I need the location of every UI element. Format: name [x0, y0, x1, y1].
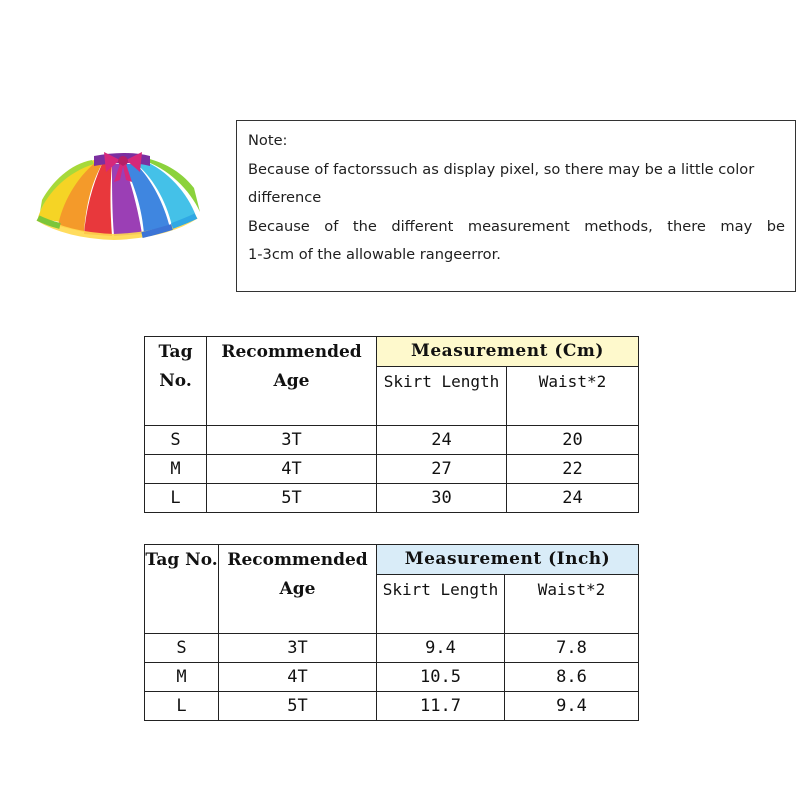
cell-age: 3T — [219, 634, 377, 663]
cell-age: 3T — [207, 426, 377, 455]
cell-waist: 7.8 — [505, 634, 639, 663]
note-measurement-methods: Because of the different measurement methods, there may be — [248, 217, 785, 235]
cell-age: 5T — [219, 692, 377, 721]
note-allowable-error: 1-3cm of the allowable rangeerror. — [248, 246, 501, 263]
header-waist: Waist*2 — [507, 367, 639, 426]
cell-tag: L — [145, 692, 219, 721]
cell-age: 4T — [207, 455, 377, 484]
cell-tag: L — [145, 484, 207, 513]
cell-waist: 9.4 — [505, 692, 639, 721]
cell-tag: S — [145, 634, 219, 663]
cell-skirt-length: 11.7 — [377, 692, 505, 721]
header-measurement-cm: Measurement (Cm) — [377, 337, 639, 367]
header-measurement-inch: Measurement (Inch) — [377, 545, 639, 575]
cell-age: 4T — [219, 663, 377, 692]
cell-tag: M — [145, 663, 219, 692]
table-row — [145, 455, 639, 484]
header-tag-no: Tag No. — [145, 337, 207, 426]
header-skirt-length: Skirt Length — [377, 575, 505, 634]
cell-tag: M — [145, 455, 207, 484]
table-row — [145, 692, 639, 721]
header-skirt-length: Skirt Length — [377, 367, 507, 426]
cell-waist: 20 — [507, 426, 639, 455]
size-table-cm — [144, 336, 639, 513]
table-row — [145, 634, 639, 663]
cell-skirt-length: 24 — [377, 426, 507, 455]
cell-skirt-length: 30 — [377, 484, 507, 513]
cell-waist: 8.6 — [505, 663, 639, 692]
header-recommended-age: Recommended Age — [207, 337, 377, 426]
note-title: Note: — [248, 132, 288, 149]
table-row — [145, 663, 639, 692]
table-row — [145, 426, 639, 455]
table-row — [145, 484, 639, 513]
cell-waist: 24 — [507, 484, 639, 513]
header-tag-no: Tag No. — [145, 545, 219, 634]
note-box — [236, 120, 796, 292]
cell-skirt-length: 27 — [377, 455, 507, 484]
cell-age: 5T — [207, 484, 377, 513]
size-table-inch — [144, 544, 639, 721]
header-recommended-age: Recommended Age — [219, 545, 377, 634]
cell-tag: S — [145, 426, 207, 455]
cell-skirt-length: 9.4 — [377, 634, 505, 663]
header-waist: Waist*2 — [505, 575, 639, 634]
cell-skirt-length: 10.5 — [377, 663, 505, 692]
rainbow-tutu-skirt-image — [34, 148, 204, 244]
cell-waist: 22 — [507, 455, 639, 484]
note-color-difference: Because of factorssuch as display pixel, so there may be a little color difference — [248, 160, 755, 206]
